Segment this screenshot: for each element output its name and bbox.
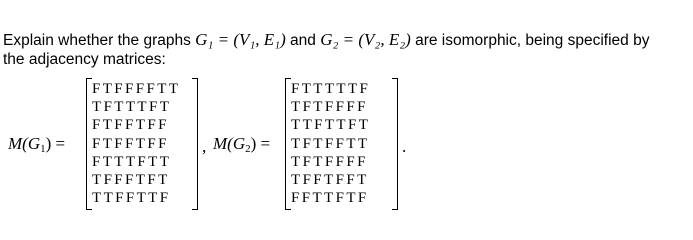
- matrix-1-bracket-br: [192, 209, 198, 210]
- matrix-1-bracket-tr: [192, 78, 198, 79]
- matrix-1-rows: [92, 80, 180, 207]
- matrix-1-bracket-bl: [86, 209, 92, 210]
- matrix-2-label-sub: 2: [245, 143, 251, 155]
- matrix-1-row: FTFFTFF: [92, 135, 169, 152]
- matrix-2-bracket-tl: [285, 78, 291, 79]
- matrix-1-row: TFFFTFT: [92, 171, 170, 188]
- matrix-1-row: TTFFTTF: [92, 190, 171, 207]
- matrix-1-label-prefix: M(G: [8, 134, 41, 153]
- matrix-2-bracket-bl: [285, 209, 291, 210]
- matrix-separator-comma: ,: [202, 137, 207, 156]
- matrix-2-label: [213, 134, 270, 154]
- matrix-1-label-suffix: ) =: [45, 134, 66, 153]
- text-after-g2: are isomorphic, being specified by: [410, 32, 650, 49]
- matrix-2-rows: [291, 80, 370, 207]
- matrix-2: [285, 78, 398, 210]
- problem-line-1: [3, 30, 649, 51]
- matrix-2-row: TFTFFFF: [291, 99, 368, 116]
- matrix-2-row: TTFTTFT: [291, 117, 371, 134]
- matrix-2-row: TFTFFFF: [291, 153, 368, 170]
- g2-definition: G₂ = (V₂, E₂): [320, 30, 411, 49]
- matrix-2-row: FFTTFTF: [291, 190, 369, 207]
- matrix-2-bracket-br: [392, 209, 398, 210]
- matrix-2-row: TFTFFTT: [291, 135, 370, 152]
- text-and: and: [285, 32, 321, 49]
- matrix-1-row: TFTTTFT: [92, 99, 172, 116]
- g1-definition: G₁ = (V₁, E₁): [195, 30, 286, 49]
- matrix-1-row: FTFFTFF: [92, 117, 169, 134]
- matrix-2-label-suffix: ) =: [250, 134, 271, 153]
- matrix-1-label-sub: 1: [40, 143, 46, 155]
- matrix-2-row: TFFTFFT: [291, 171, 369, 188]
- final-period: .: [402, 137, 407, 156]
- matrix-1: [86, 78, 198, 210]
- problem-line-2: the adjacency matrices:: [3, 51, 166, 68]
- matrix-1-label: [8, 134, 65, 154]
- matrix-2-row: FTTTTTF: [291, 81, 371, 97]
- matrix-1-row: FTFFFFTT: [92, 81, 181, 97]
- matrix-2-label-prefix: M(G: [213, 134, 246, 153]
- matrix-1-bracket-tl: [86, 78, 92, 79]
- matrix-1-row: FTTTFTT: [92, 153, 172, 170]
- matrix-2-bracket-tr: [392, 78, 398, 79]
- text-before-g1: Explain whether the graphs: [3, 32, 196, 49]
